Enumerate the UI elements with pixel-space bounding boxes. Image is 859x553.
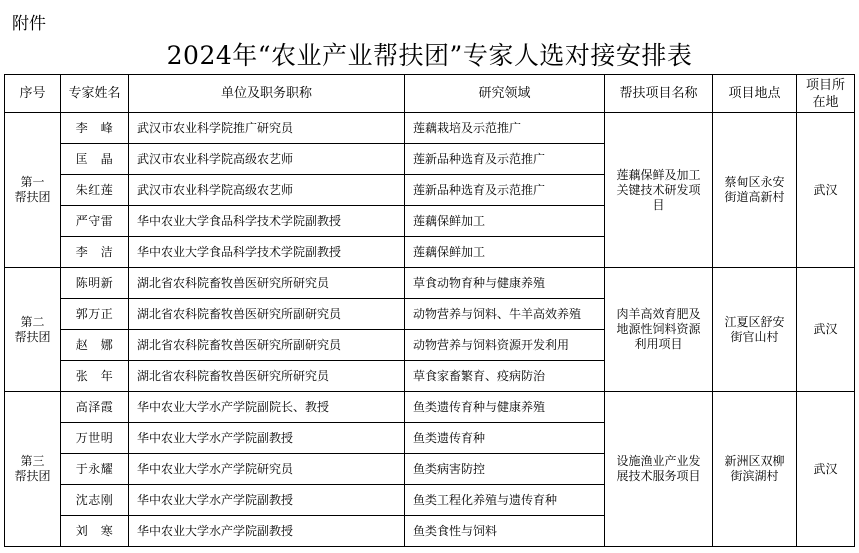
expert-name: 匡 晶 <box>75 151 114 166</box>
expert-research-field: 动物营养与饲料资源开发利用 <box>405 330 605 361</box>
expert-name-cell <box>61 268 129 299</box>
expert-unit-title: 湖北省农科院畜牧兽医研究所研究员 <box>129 361 405 392</box>
expert-name: 于永耀 <box>75 461 114 476</box>
expert-name-cell <box>61 299 129 330</box>
expert-unit-title: 武汉市农业科学院推广研究员 <box>129 113 405 144</box>
header-project-location: 项目地点 <box>713 75 797 113</box>
expert-research-field: 鱼类食性与饲料 <box>405 516 605 547</box>
table-row <box>5 392 855 423</box>
expert-research-field: 鱼类病害防控 <box>405 454 605 485</box>
expert-name-cell <box>61 454 129 485</box>
header-project-city <box>797 75 855 113</box>
expert-name: 朱红莲 <box>75 182 114 197</box>
expert-name: 李 峰 <box>75 120 114 135</box>
attachment-label: 附件 <box>12 14 46 34</box>
expert-name-cell <box>61 485 129 516</box>
project-city: 武汉 <box>797 392 855 547</box>
header-city-line2: 在地 <box>812 94 839 110</box>
expert-name-cell <box>61 330 129 361</box>
expert-name-cell <box>61 206 129 237</box>
expert-name-cell <box>61 423 129 454</box>
expert-unit-title: 武汉市农业科学院高级农艺师 <box>129 175 405 206</box>
table-header-row <box>5 75 855 113</box>
expert-name-cell <box>61 361 129 392</box>
group-label-line1: 第三 <box>20 454 45 468</box>
expert-unit-title: 华中农业大学食品科学技术学院副教授 <box>129 206 405 237</box>
expert-unit-title: 华中农业大学水产学院副教授 <box>129 423 405 454</box>
expert-name: 万世明 <box>75 430 114 445</box>
expert-name: 张 年 <box>75 368 114 383</box>
group-label-line2: 帮扶团 <box>14 329 51 344</box>
expert-unit-title: 华中农业大学水产学院副教授 <box>129 485 405 516</box>
expert-name: 高泽霞 <box>75 399 114 414</box>
expert-name: 沈志刚 <box>75 492 114 507</box>
group-label-cell <box>5 268 61 392</box>
header-unit-title: 单位及职务职称 <box>129 75 405 113</box>
project-location: 蔡甸区永安街道高新村 <box>713 113 797 268</box>
header-index: 序号 <box>5 75 61 113</box>
expert-name: 刘 寒 <box>75 523 114 538</box>
expert-research-field: 莲藕保鲜加工 <box>405 237 605 268</box>
expert-name: 赵 娜 <box>75 337 114 352</box>
expert-name-cell <box>61 516 129 547</box>
expert-research-field: 莲新品种选育及示范推广 <box>405 175 605 206</box>
document-title: 2024年“农业产业帮扶团”专家人选对接安排表 <box>166 41 693 70</box>
expert-research-field: 莲藕栽培及示范推广 <box>405 113 605 144</box>
expert-unit-title: 华中农业大学水产学院副院长、教授 <box>129 392 405 423</box>
expert-name: 陈明新 <box>75 275 114 290</box>
header-expert-name: 专家姓名 <box>61 75 129 113</box>
table-row <box>5 113 855 144</box>
header-research-field: 研究领域 <box>405 75 605 113</box>
group-label-line1: 第二 <box>20 314 45 329</box>
table-body <box>5 113 855 547</box>
group-label-line1: 第一 <box>20 175 45 189</box>
expert-unit-title: 华中农业大学水产学院研究员 <box>129 454 405 485</box>
project-city: 武汉 <box>797 113 855 268</box>
expert-name-cell <box>61 144 129 175</box>
expert-unit-title: 湖北省农科院畜牧兽医研究所研究员 <box>129 268 405 299</box>
group-label-cell <box>5 392 61 547</box>
expert-unit-title: 华中农业大学水产学院副教授 <box>129 516 405 547</box>
header-project-name: 帮扶项目名称 <box>605 75 713 113</box>
expert-name-cell <box>61 113 129 144</box>
expert-unit-title: 湖北省农科院畜牧兽医研究所副研究员 <box>129 299 405 330</box>
table-row <box>5 268 855 299</box>
expert-unit-title: 湖北省农科院畜牧兽医研究所副研究员 <box>129 330 405 361</box>
expert-name-cell <box>61 175 129 206</box>
group-label-cell <box>5 113 61 268</box>
expert-name: 严守雷 <box>75 213 114 228</box>
expert-research-field: 鱼类遗传育种 <box>405 423 605 454</box>
group-label-line2: 帮扶团 <box>14 190 51 204</box>
project-location: 新洲区双柳街滨湖村 <box>713 392 797 547</box>
group-label-line2: 帮扶团 <box>14 469 51 483</box>
expert-research-field: 鱼类遗传育种与健康养殖 <box>405 392 605 423</box>
project-name: 设施渔业产业发展技术服务项目 <box>605 392 713 547</box>
expert-research-field: 莲新品种选育及示范推广 <box>405 144 605 175</box>
project-name: 肉羊高效育肥及地源性饲料资源利用项目 <box>605 268 713 392</box>
expert-research-field: 莲藕保鲜加工 <box>405 206 605 237</box>
expert-research-field: 草食家畜繁育、疫病防治 <box>405 361 605 392</box>
project-location: 江夏区舒安街官山村 <box>713 268 797 392</box>
expert-name-cell <box>61 392 129 423</box>
expert-name: 郭万正 <box>75 306 114 321</box>
header-city-line1: 项目所 <box>805 77 845 93</box>
expert-research-field: 鱼类工程化养殖与遗传育种 <box>405 485 605 516</box>
expert-name: 李 洁 <box>75 244 114 259</box>
expert-schedule-table <box>4 74 855 547</box>
project-city: 武汉 <box>797 268 855 392</box>
expert-research-field: 草食动物育种与健康养殖 <box>405 268 605 299</box>
project-name: 莲藕保鲜及加工关键技术研发项目 <box>605 113 713 268</box>
expert-unit-title: 华中农业大学食品科学技术学院副教授 <box>129 237 405 268</box>
expert-name-cell <box>61 237 129 268</box>
expert-unit-title: 武汉市农业科学院高级农艺师 <box>129 144 405 175</box>
expert-research-field: 动物营养与饲料、牛羊高效养殖 <box>405 299 605 330</box>
